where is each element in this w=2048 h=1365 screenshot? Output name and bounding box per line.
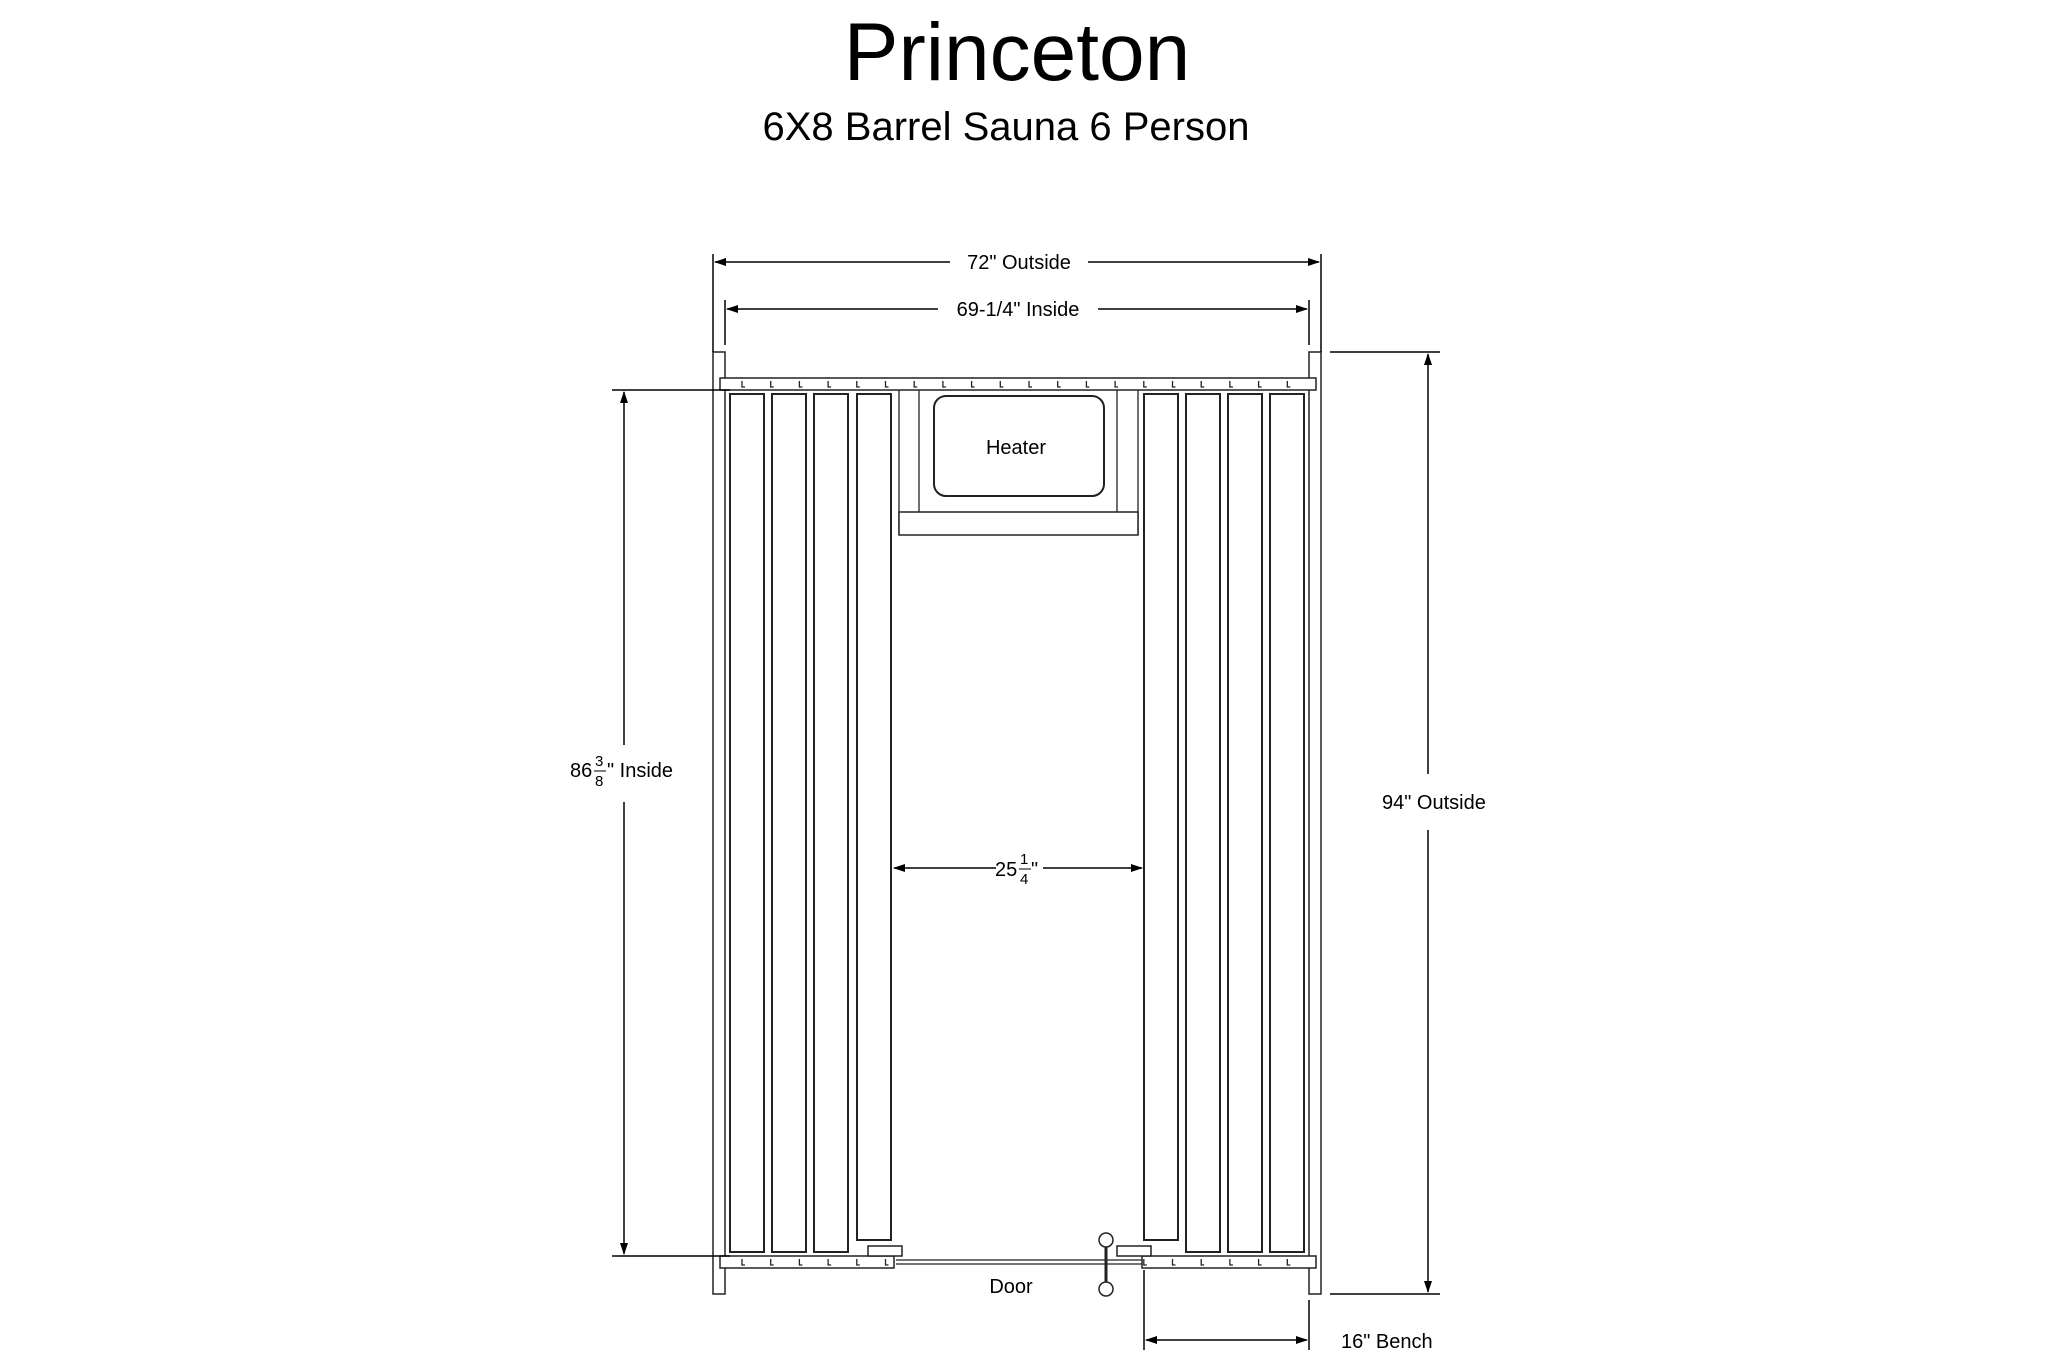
front-wall xyxy=(720,378,1316,390)
svg-text:": " xyxy=(1031,859,1039,881)
back-wall xyxy=(720,1256,1316,1268)
heater-enclosure xyxy=(899,390,1138,535)
page-subtitle: 6X8 Barrel Sauna 6 Person xyxy=(762,105,1250,149)
dim-inside-width xyxy=(725,299,1309,345)
svg-text:4: 4 xyxy=(1020,871,1029,888)
svg-text:72" Outside: 72" Outside xyxy=(967,252,1071,274)
door-label: Door xyxy=(989,1276,1033,1298)
svg-text:1: 1 xyxy=(1020,851,1029,868)
door xyxy=(868,1233,1151,1298)
svg-text:86: 86 xyxy=(570,760,593,782)
door-handle-icon xyxy=(1099,1282,1113,1296)
svg-text:8: 8 xyxy=(595,773,604,790)
heater-label: Heater xyxy=(985,437,1047,459)
door-handle-icon xyxy=(1099,1233,1113,1247)
svg-text:69-1/4" Inside: 69-1/4" Inside xyxy=(956,299,1080,321)
svg-text:16" Bench: 16" Bench xyxy=(1341,1331,1433,1353)
dim-inside-length xyxy=(570,390,730,1256)
dim-outside-length xyxy=(1330,352,1486,1294)
dim-bench-depth xyxy=(1144,1270,1433,1353)
page-title: Princeton xyxy=(843,7,1191,98)
svg-text:94" Outside: 94" Outside xyxy=(1382,792,1486,814)
left-bench xyxy=(730,394,891,1252)
dim-aisle-width xyxy=(894,851,1142,888)
svg-text:3: 3 xyxy=(595,753,604,770)
svg-text:25: 25 xyxy=(995,859,1018,881)
right-bench xyxy=(1144,394,1304,1252)
svg-text:" Inside: " Inside xyxy=(607,760,674,782)
